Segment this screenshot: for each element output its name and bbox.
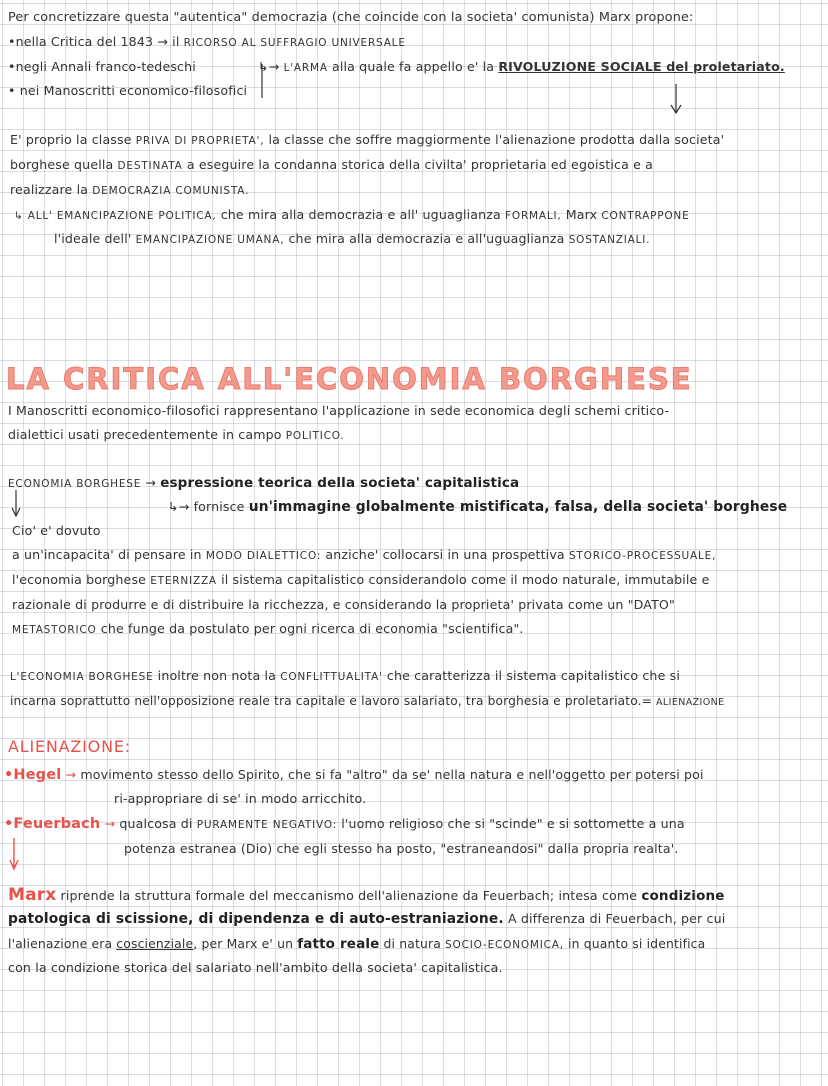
econ-p1d: STORICO-PROCESSUALE, bbox=[568, 550, 717, 562]
hegel-text-1: movimento stesso dello Spirito, che si fa "altro" da se' nella natura e nell'oggetto per potersi poi bbox=[80, 767, 704, 782]
prolet-3b: DEMOCRAZIA COMUNISTA. bbox=[92, 185, 250, 197]
down-arrow-icon bbox=[671, 84, 681, 113]
econ-def-2b: un'immagine globalmente mistificata, falsa, della societa' borghese bbox=[248, 499, 788, 515]
appeal-text: alla quale fa appello e' la bbox=[331, 59, 495, 74]
arma-text: L'ARMA bbox=[283, 62, 328, 74]
econ-label: ECONOMIA BORGHESE bbox=[8, 478, 142, 490]
prolet-1a: E' proprio la classe bbox=[10, 132, 132, 147]
conflict-1c: CONFLITTUALITA' bbox=[280, 671, 383, 683]
econ-def-1: espressione teorica della societa' capitalistica bbox=[160, 475, 520, 491]
prolet-5d: SOSTANZIALI. bbox=[568, 234, 651, 246]
feuer-1c: l'uomo religioso che si "scinde" e si sottomette a una bbox=[341, 816, 685, 831]
marx-3c: , per Marx e' un bbox=[193, 936, 294, 951]
marx-3a: l'alienazione era bbox=[8, 936, 113, 951]
hegel-arrow-icon: → bbox=[65, 767, 77, 782]
conflict-1d: che caratterizza il sistema capitalistico che si bbox=[386, 668, 680, 683]
marx-3g: in quanto si identifica bbox=[568, 936, 706, 951]
marx-3e: di natura bbox=[383, 936, 441, 951]
econ-p2b: ETERNIZZA bbox=[150, 575, 217, 587]
feuer-line-2: potenza estranea (Dio) che egli stesso ha posto, "estraneandosi" dalla propria realta'. bbox=[124, 841, 679, 856]
revolution-text: RIVOLUZIONE SOCIALE del proletariato. bbox=[498, 59, 785, 74]
feuer-down-arrow-icon bbox=[10, 838, 18, 869]
arrow-right-icon: → bbox=[145, 475, 157, 490]
econ-p1a: a un'incapacita' di pensare in bbox=[12, 547, 202, 562]
hegel-line-2: ri-appropriare di se' in modo arricchito. bbox=[114, 791, 367, 806]
bullet-critica-text: •nella Critica del 1843 → il bbox=[8, 34, 180, 49]
marx-line-4: con la condizione storica del salariato nell'ambito della societa' capitalistica. bbox=[8, 960, 503, 975]
prolet-5c: che mira alla democrazia e all'uguaglianza bbox=[288, 231, 565, 246]
feuer-1b: PURAMENTE NEGATIVO: bbox=[196, 819, 338, 831]
conflict-2a: incarna soprattutto nell'opposizione reale tra capitale e lavoro salariato, tra borghesia e proletariato.= bbox=[10, 694, 652, 708]
marx-3d: fatto reale bbox=[297, 936, 380, 952]
prolet-3a: realizzare la bbox=[10, 182, 89, 197]
econ-down-arrow-icon bbox=[12, 490, 20, 516]
econ-p1c: anziche' collocarsi in una prospettiva bbox=[325, 547, 565, 562]
econ-p4a: METASTORICO bbox=[12, 624, 97, 636]
marx-2a: patologica di scissione, di dipendenza e di auto-estraniazione. bbox=[8, 911, 504, 927]
alienation-heading: ALIENAZIONE: bbox=[8, 737, 131, 756]
marx-label: Marx bbox=[8, 885, 57, 905]
prolet-2b: DESTINATA bbox=[117, 160, 183, 172]
hook-arrow-icon: ↳→ bbox=[168, 499, 190, 514]
prolet-5b: EMANCIPAZIONE UMANA, bbox=[135, 234, 285, 246]
prolet-4e: CONTRAPPONE bbox=[601, 210, 690, 222]
prolet-4d: Marx bbox=[565, 207, 598, 222]
section-intro-2b: POLITICO. bbox=[285, 430, 345, 442]
prolet-4c: FORMALI, bbox=[505, 210, 562, 222]
prolet-1b: PRIVA DI PROPRIETA', bbox=[135, 135, 265, 147]
prolet-4b: che mira alla democrazia e all' uguaglianza bbox=[220, 207, 501, 222]
econ-cause: Cio' e' dovuto bbox=[12, 523, 101, 538]
section-title: LA CRITICA ALL'ECONOMIA BORGHESE bbox=[6, 362, 693, 396]
econ-p4b: che funge da postulato per ogni ricerca di economia "scientifica". bbox=[100, 621, 524, 636]
section-intro-2a: dialettici usati precedentemente in campo bbox=[8, 427, 282, 442]
feuer-arrow-icon: → bbox=[104, 816, 116, 831]
hegel-label: •Hegel bbox=[4, 767, 62, 783]
bullet-critica-tail: RICORSO AL SUFFRAGIO UNIVERSALE bbox=[183, 37, 406, 49]
section-intro-1: I Manoscritti economico-filosofici rappresentano l'applicazione in sede economica degli schemi critico- bbox=[8, 403, 670, 418]
conflict-1b: inoltre non nota la bbox=[157, 668, 277, 683]
marx-2b: A differenza di Feuerbach, per cui bbox=[507, 911, 726, 926]
marx-3f: SOCIO-ECONOMICA, bbox=[445, 939, 564, 951]
prolet-5a: l'ideale dell' bbox=[54, 231, 132, 246]
econ-p2a: l'economia borghese bbox=[12, 572, 147, 587]
bullet-annali-text: •negli Annali franco-tedeschi bbox=[8, 59, 196, 74]
feuer-label: •Feuerbach bbox=[4, 816, 101, 832]
econ-p-3: razionale di produrre e di distribuire la ricchezza, e considerando la proprieta' privata come un "DATO" bbox=[12, 597, 675, 612]
feuer-1a: qualcosa di bbox=[119, 816, 193, 831]
marx-1c: condizione bbox=[641, 888, 725, 904]
marx-1b: riprende la struttura formale del meccanismo dell'alienazione da Feuerbach; intesa come bbox=[60, 888, 638, 903]
prolet-1c: la classe che soffre maggiormente l'alienazione prodotta dalla societa' bbox=[268, 132, 725, 147]
conflict-2b: ALIENAZIONE bbox=[656, 697, 725, 708]
marx-3b: coscienziale bbox=[116, 936, 194, 951]
intro-line: Per concretizzare questa "autentica" democrazia (che coincide con la societa' comunista) Marx propone: bbox=[8, 10, 694, 25]
econ-p2c: il sistema capitalistico considerandolo come il modo naturale, immutabile e bbox=[221, 572, 710, 587]
econ-p1b: MODO DIALETTICO: bbox=[205, 550, 322, 562]
prolet-2a: borghese quella bbox=[10, 157, 114, 172]
prolet-4a: ↳ ALL' EMANCIPAZIONE POLITICA, bbox=[14, 210, 217, 222]
econ-def-2a: fornisce bbox=[193, 499, 245, 514]
prolet-2c: a eseguire la condanna storica della civilta' proprietaria ed egoistica e a bbox=[186, 157, 654, 172]
bullet-manoscritti: • nei Manoscritti economico-filosofici bbox=[8, 83, 248, 98]
conflict-1a: L'ECONOMIA BORGHESE bbox=[10, 671, 154, 683]
bracket-arrow-icon: ↳→ bbox=[258, 59, 280, 74]
